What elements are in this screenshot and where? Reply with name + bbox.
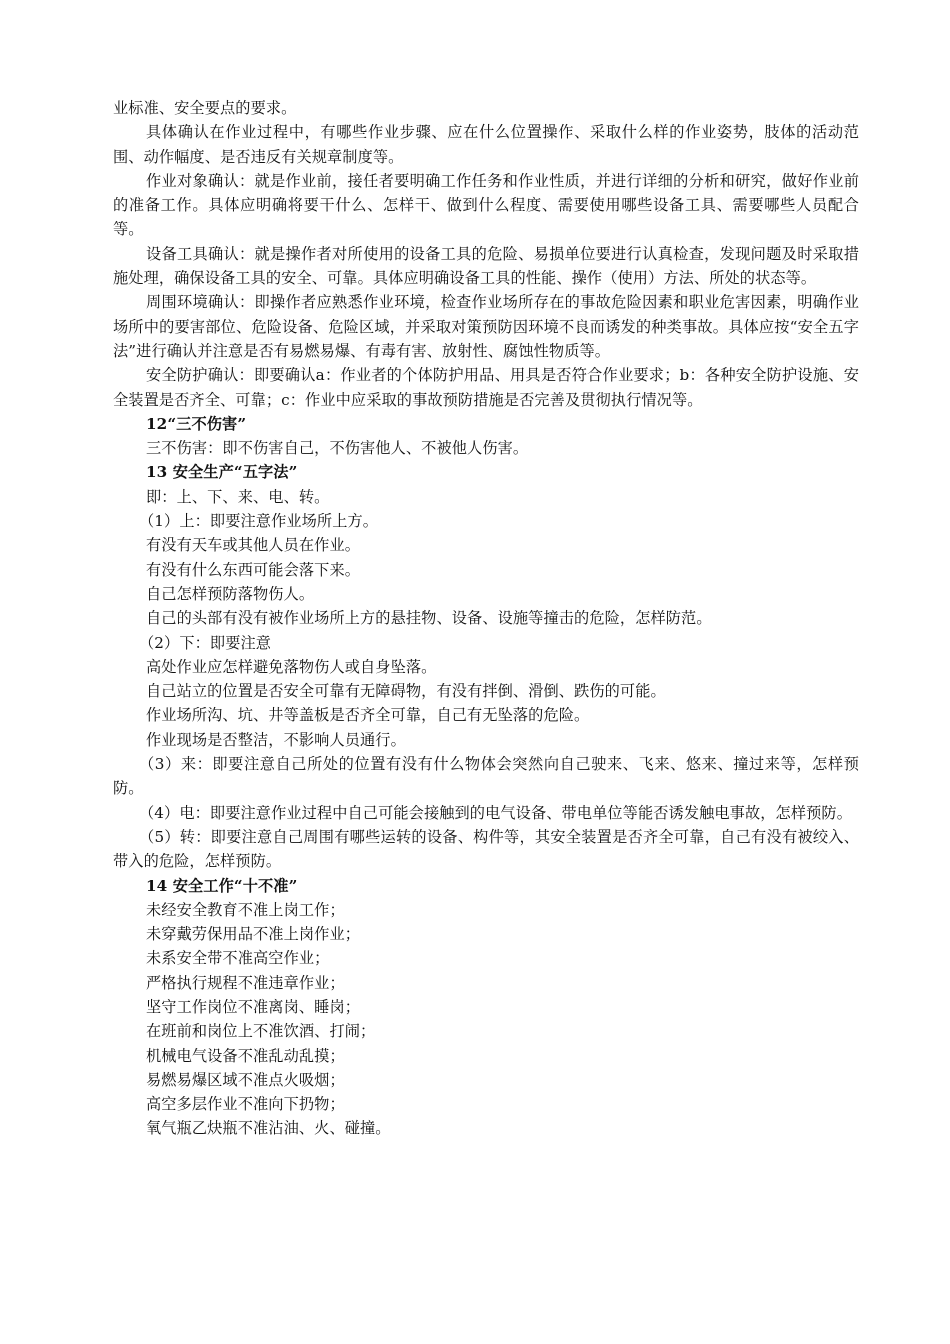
rule-item: 高空多层作业不准向下扔物；: [146, 1095, 345, 1114]
list-item: 作业现场是否整洁，不影响人员通行。: [146, 730, 406, 749]
item-electric: （4）电：即要注意作业过程中自己可能会接触到的电气设备、带电单位等能否诱发触电事故，怎样预防。: [139, 803, 852, 822]
paragraph-process-confirm: 具体确认在作业过程中，有哪些作业步骤、应在什么位置操作、采取什么样的作业姿势，肢体的活动范围、动作幅度、是否违反有关规章制度等。: [113, 123, 859, 166]
rule-item: 机械电气设备不准乱动乱摸；: [146, 1046, 345, 1065]
paragraph-equipment-confirm: 设备工具确认：就是操作者对所使用的设备工具的危险、易损单位要进行认真检查，发现问题及时采取措施处理，确保设备工具的安全、可靠。具体应明确设备工具的性能、操作（使用）方法、所处的状态等。: [113, 244, 859, 288]
rule-item: 氧气瓶乙炔瓶不准沾油、火、碰撞。: [146, 1119, 391, 1138]
list-item: 自己的头部有没有被作业场所上方的悬挂物、设备、设施等撞击的危险，怎样防范。: [146, 609, 712, 628]
section-heading-13: 13 安全生产“五字法”: [146, 463, 298, 482]
paragraph-three-no-harm: 三不伤害：即不伤害自己，不伤害他人、不被他人伤害。: [146, 439, 529, 458]
list-item: 作业场所沟、坑、井等盖板是否齐全可靠，自己有无坠落的危险。: [146, 706, 590, 725]
rule-item: 未系安全带不准高空作业；: [146, 949, 330, 968]
section-heading-14: 14 安全工作“十不准”: [146, 876, 298, 895]
item-rotate: （5）转：即要注意自己周围有哪些运转的设备、构件等，其安全装置是否齐全可靠，自己有没有被绞入、带入的危险，怎样预防。: [113, 827, 859, 871]
paragraph-continuation: 业标准、安全要点的要求。: [113, 99, 297, 117]
paragraph-protection-confirm: 安全防护确认：即要确认a：作业者的个体防护用品、用具是否符合作业要求；b：各种安全防护设施、安全装置是否齐全、可靠；c：作业中应采取的事故预防措施是否完善及贯彻执行情况等。: [113, 366, 859, 409]
list-item: 自己站立的位置是否安全可靠有无障碍物，有没有拌倒、滑倒、跌伤的可能。: [146, 682, 666, 701]
rule-item: 未穿戴劳保用品不准上岗作业；: [146, 925, 361, 944]
rule-item: 坚守工作岗位不准离岗、睡岗；: [146, 997, 361, 1016]
list-item: 有没有什么东西可能会落下来。: [146, 560, 361, 579]
document-page: [113, 96, 859, 1141]
list-item: 高处作业应怎样避免落物伤人或自身坠落。: [146, 657, 437, 676]
paragraph-object-confirm: 作业对象确认：就是作业前，接任者要明确工作任务和作业性质，并进行详细的分析和研究，做好作业前的准备工作。具体应明确将要干什么、怎样干、做到什么程度、需要使用哪些设备工具、需要哪些人员配合等。: [113, 171, 859, 239]
rule-item: 易燃易爆区域不准点火吸烟；: [146, 1070, 345, 1089]
paragraph-five-words: 即：上、下、来、电、转。: [146, 487, 330, 506]
list-item: 有没有天车或其他人员在作业。: [146, 536, 361, 555]
section-heading-12: 12“三不伤害”: [146, 414, 247, 433]
rule-item: 严格执行规程不准违章作业；: [146, 973, 345, 992]
list-item: 自己怎样预防落物伤人。: [146, 584, 315, 603]
item-down: （2）下：即要注意: [139, 633, 272, 652]
rule-item: 在班前和岗位上不准饮酒、打闹；: [146, 1022, 376, 1041]
item-come: （3）来：即要注意自己所处的位置有没有什么物体会突然向自己驶来、飞来、悠来、撞过来等，怎样预防。: [113, 755, 859, 798]
rule-item: 未经安全教育不准上岗工作；: [146, 900, 345, 919]
paragraph-environment-confirm: 周围环境确认：即操作者应熟悉作业环境，检查作业场所存在的事故危险因素和职业危害因素，明确作业场所中的要害部位、危险设备、危险区域，并采取对策预防因环境不良而诱发的种类事故。具体应按“安全五字法”进行确认并注意是否有易燃易爆、有毒有害、放射性、腐蚀性物质等。: [113, 293, 859, 360]
item-up: （1）上：即要注意作业场所上方。: [139, 512, 379, 531]
